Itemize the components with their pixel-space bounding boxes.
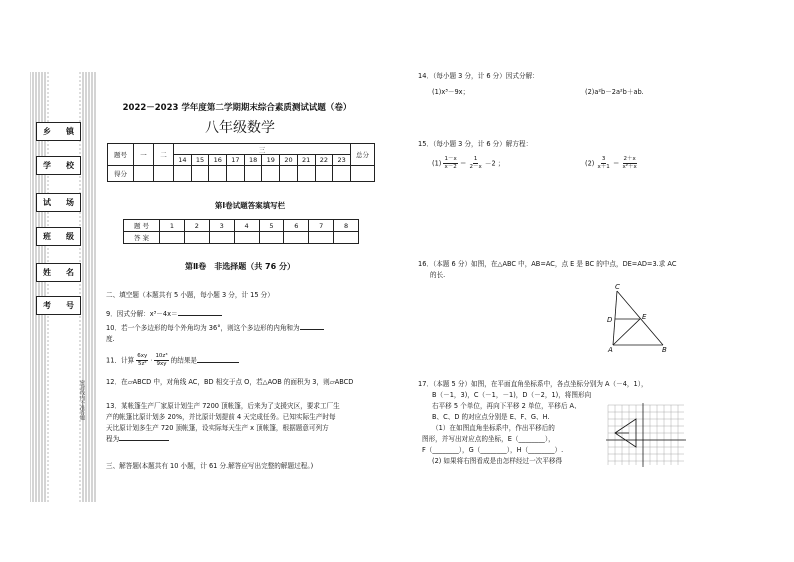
answer-sheet-table: 题 号 1 2 3 4 5 6 7 8 答 案 (123, 219, 359, 244)
field-name[interactable]: 姓 名 (36, 263, 81, 282)
question-15: 15．（每小题 3 分，计 6 分）解方程： (418, 140, 533, 148)
question-12: 12．在▱ABCD 中，对角线 AC，BD 相交于点 O，若△AOB 的面积为 3，则▱ABCD (106, 378, 354, 386)
question-11: 11．计算 $\frac{6xy}{\text{5z²}}$ · $\frac{\text{10z³}}{9xy}$ 的结果是 (106, 353, 239, 368)
score-table: 题号 一 二 三 总分 14 15 16 17 18 19 20 21 22 23 得分 (107, 143, 375, 182)
q9-answer-blank[interactable] (178, 309, 222, 316)
field-township[interactable]: 乡 镇 (36, 122, 81, 141)
question-14-part-1: (1)x³－9x； (432, 88, 470, 96)
field-school[interactable]: 学 校 (36, 156, 81, 175)
field-class[interactable]: 班 级 (36, 227, 81, 246)
label-c: C (615, 283, 620, 291)
exam-title: 2022－2023 学年度第二学期期末综合素质测试试题（卷） (122, 103, 352, 113)
question-15-part-2: (2) $\frac{3}{x+1}$ ＝ $\frac{2+x}{\text{x²＋x}}$ (585, 156, 637, 170)
label-a: A (608, 346, 613, 353)
q16-triangle-figure (604, 283, 674, 353)
q10-answer-blank[interactable] (300, 323, 324, 330)
solve-heading: 三、解答题(本题共有 10 小题，计 61 分.解答应写出完整的解题过程。) (106, 462, 314, 470)
binding-note: 密封线内不准答题 (79, 380, 85, 420)
exam-subject: 八年级数学 (205, 120, 275, 136)
part2-title: 第Ⅱ卷 非选择题（共 76 分） (185, 262, 295, 271)
question-13: 13．某帐篷生产厂家原计划生产 7200 顶帐篷，后来为了支援灾区，要求工厂生 产的帐篷比原计划多 20%，并比原计划提前 4 天完成任务。已知实际生产时每 天比原计划多生产 720 顶帐篷，设实际每天生产 x 顶帐篷，根据题意可列方 程为 (106, 402, 340, 443)
q13-answer-blank[interactable] (119, 434, 169, 441)
field-exam-room[interactable]: 试 场 (36, 193, 81, 212)
label-b: B (662, 346, 667, 353)
q11-fraction-1: $\frac{6xy}{\text{5z²}}$ (137, 353, 148, 367)
question-17: 17．（本题 5 分）如图，在平面直角坐标系中，各点坐标分别为 A（－4，1）， B（－1，3)，C（－1，－1)，D（－2，1)，将图形向 右平移 5 个单位，再向下平移 2 单位，平移后 A、 B、C、D 的对应点分别是 E、F、G、H. （1）在如图直角坐标系中，作出平移后的 图形，并写出对应点的坐标，E（________）， F（________），G（________），H（________）. (2) 如果将右图看成是由怎样经过一次平移得 (418, 380, 648, 465)
fill-heading: 二、填空题（本题共有 5 小题，每小题 3 分，计 15 分） (106, 291, 274, 299)
question-9: 9．因式分解：x³－4x＝ (106, 309, 222, 320)
side-ca (613, 291, 617, 345)
question-16: 16．（本题 6 分）如图，在△ABC 中，AB=AC，点 E 是 BC 的中点，DE=AD=3.求 AC 的长. (418, 260, 677, 279)
q17-coordinate-grid (604, 401, 688, 469)
segment-ae (613, 319, 640, 345)
label-e: E (642, 313, 647, 321)
question-15-part-1: (1) $\frac{1-x}{x-2}$ ＝ $\frac{1}{2-x}$ －2 ； (432, 156, 505, 170)
q11-answer-blank[interactable] (197, 356, 239, 363)
question-14: 14．（每小题 3 分，计 6 分）因式分解： (418, 72, 539, 80)
side-cb (617, 291, 663, 345)
question-10: 10．若一个多边形的每个外角均为 36°，则这个多边形的内角和为 度. (106, 323, 386, 345)
answer-sheet-title: 第Ⅰ卷试题答案填写栏 (214, 201, 286, 210)
label-d: D (607, 316, 613, 324)
q11-fraction-2: $\frac{\text{10z³}}{9xy}$ (155, 353, 168, 367)
question-14-part-2: (2)a²b－2a²b＋ab. (585, 88, 644, 96)
field-exam-number[interactable]: 考 号 (36, 296, 81, 315)
